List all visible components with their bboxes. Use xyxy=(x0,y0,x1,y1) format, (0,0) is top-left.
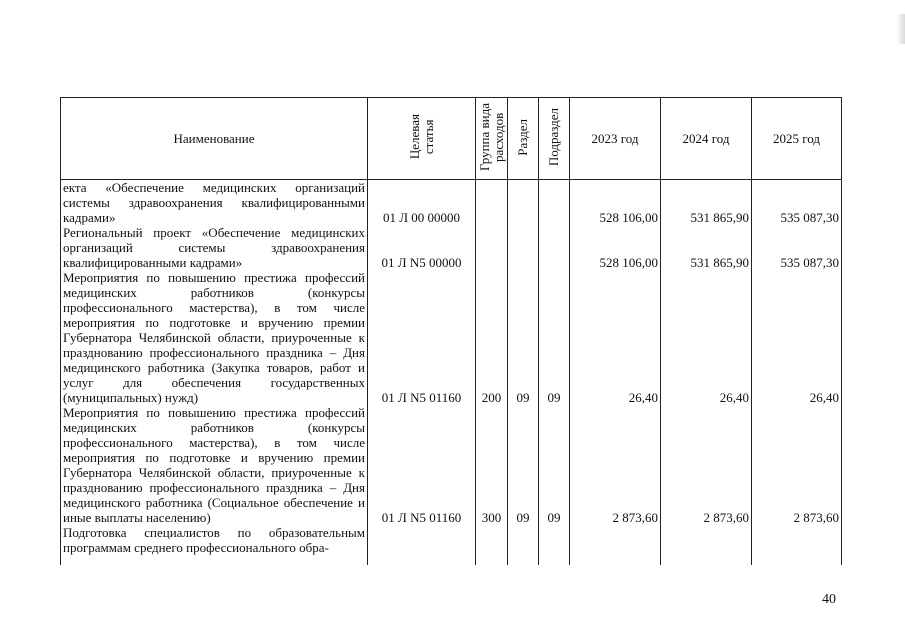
row-name: Региональный проект «Обеспечение медицинских организаций системы здравоохранения квалифицированными кадрами» xyxy=(61,225,368,270)
scan-edge-shadow xyxy=(897,14,905,44)
row-2023: 528 106,00 xyxy=(570,180,661,226)
table-row xyxy=(61,225,842,270)
header-section: Раздел xyxy=(508,98,539,180)
row-2024: 531 865,90 xyxy=(661,180,752,226)
row-subsection xyxy=(539,225,570,270)
row-2025: 26,40 xyxy=(752,270,842,405)
row-group: 300 xyxy=(476,405,508,525)
row-group: 200 xyxy=(476,270,508,405)
budget-table xyxy=(60,97,842,565)
row-name: екта «Обеспечение медицинских организаций системы здравоохранения квалифицированными кадрами» xyxy=(61,180,368,226)
header-target: Целевая статья xyxy=(368,98,476,180)
row-section xyxy=(508,180,539,226)
row-target xyxy=(368,525,476,565)
row-2023 xyxy=(570,525,661,565)
row-section: 09 xyxy=(508,270,539,405)
row-2023: 2 873,60 xyxy=(570,405,661,525)
row-section: 09 xyxy=(508,405,539,525)
header-2023: 2023 год xyxy=(570,98,661,180)
header-2025: 2025 год xyxy=(752,98,842,180)
row-target: 01 Л 00 00000 xyxy=(368,180,476,226)
header-2024: 2024 год xyxy=(661,98,752,180)
row-2025: 2 873,60 xyxy=(752,405,842,525)
row-subsection xyxy=(539,525,570,565)
row-2024: 2 873,60 xyxy=(661,405,752,525)
table-row xyxy=(61,525,842,565)
page-number: 40 xyxy=(822,592,836,607)
row-2025 xyxy=(752,525,842,565)
row-group xyxy=(476,180,508,226)
row-group xyxy=(476,525,508,565)
row-target: 01 Л N5 01160 xyxy=(368,270,476,405)
header-group: Группа вида расходов xyxy=(476,98,508,180)
row-2024 xyxy=(661,525,752,565)
table-row xyxy=(61,405,842,525)
row-name: Подготовка специалистов по образовательным программам среднего профессионального обра- xyxy=(61,525,368,565)
row-subsection xyxy=(539,180,570,226)
row-subsection: 09 xyxy=(539,405,570,525)
row-name: Мероприятия по повышению престижа профессий медицинских работников (конкурсы профессионального мастерства), в том числе мероприятия по подготовке и вручению премии Губернатора Челябинской области, приуроченные к празднованию профессионального праздника – Дня медицинского работника (Социальное обеспечение и иные выплаты населению) xyxy=(61,405,368,525)
table-row xyxy=(61,180,842,226)
header-subsection: Подраздел xyxy=(539,98,570,180)
row-target: 01 Л N5 01160 xyxy=(368,405,476,525)
row-2023: 528 106,00 xyxy=(570,225,661,270)
table-row xyxy=(61,270,842,405)
row-2024: 531 865,90 xyxy=(661,225,752,270)
table-header-row xyxy=(61,98,842,180)
row-section xyxy=(508,225,539,270)
row-2024: 26,40 xyxy=(661,270,752,405)
row-name: Мероприятия по повышению престижа профессий медицинских работников (конкурсы профессионального мастерства), в том числе мероприятия по подготовке и вручению премии Губернатора Челябинской области, приуроченные к празднованию профессионального праздника – Дня медицинского работника (Закупка товаров, работ и услуг для обеспечения государственных (муниципальных) нужд) xyxy=(61,270,368,405)
row-2023: 26,40 xyxy=(570,270,661,405)
header-name: Наименование xyxy=(61,98,368,180)
row-section xyxy=(508,525,539,565)
row-2025: 535 087,30 xyxy=(752,180,842,226)
row-group xyxy=(476,225,508,270)
row-2025: 535 087,30 xyxy=(752,225,842,270)
row-target: 01 Л N5 00000 xyxy=(368,225,476,270)
row-subsection: 09 xyxy=(539,270,570,405)
